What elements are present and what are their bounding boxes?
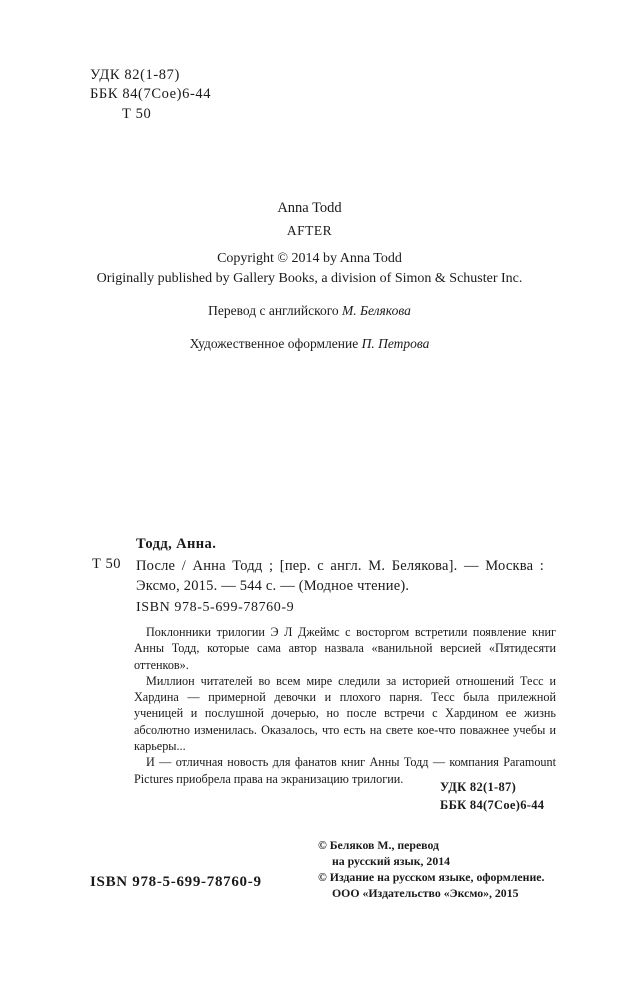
rights-block (318, 837, 544, 901)
art-label: Художественное оформление (189, 336, 359, 351)
bib-heading: Тодд, Анна. (136, 536, 217, 552)
bbk-code-bottom: ББК 84(7Сое)6-44 (440, 798, 545, 812)
classification-bottom (440, 778, 544, 814)
bib-isbn: ISBN 978-5-699-78760-9 (136, 600, 295, 615)
translator-name: М. Белякова (342, 303, 411, 318)
rights-line: © Издание на русском языке, оформление. (318, 870, 545, 884)
classification-top (90, 66, 211, 124)
annotation (134, 624, 556, 787)
original-author: Anna Todd (277, 200, 342, 216)
copyright-line: Copyright © 2014 by Anna Todd (217, 251, 402, 266)
annotation-paragraph: И — отличная новость для фанатов книг Анны Тодд — компания Paramount Pictures приобрела права на экранизацию трилогии. (134, 755, 556, 786)
translation-credit (0, 303, 619, 319)
udk-code-bottom: УДК 82(1-87) (440, 780, 517, 794)
bib-author-mark: Т 50 (92, 556, 121, 572)
copyright-block (0, 249, 619, 289)
isbn-main: ISBN 978-5-699-78760-9 (90, 874, 262, 890)
original-title: AFTER (286, 223, 333, 238)
annotation-paragraph: Поклонники трилогии Э Л Джеймс с восторгом встретили появление книг Анны Тодд, которые сама автор назвала «ванильной версией «Пятидесяти оттенков». (134, 625, 556, 672)
publisher-line: Originally published by Gallery Books, a division of Simon & Schuster Inc. (96, 271, 523, 286)
annotation-paragraph: Миллион читателей во всем мире следили за историей отношений Тесс и Хардина — примерной девочки и плохого парня. Тесс была прилежной ученицей и послушной дочерью, но после встречи с Хардином ее жизнь абсолютно изменилась. Оказалось, что есть на свете кое-что поважнее учебы и карьеры... (134, 673, 556, 754)
translation-label: Перевод с английского (208, 303, 339, 318)
rights-line: © Беляков М., перевод (318, 838, 439, 852)
udk-code: УДК 82(1-87) (90, 67, 180, 83)
bbk-code: ББК 84(7Сое)6-44 (90, 86, 212, 102)
rights-line: на русский язык, 2014 (332, 854, 451, 868)
artist-name: П. Петрова (361, 336, 430, 351)
rights-line: ООО «Издательство «Эксмо», 2015 (332, 886, 519, 900)
author-mark: Т 50 (122, 106, 152, 122)
art-credit (0, 336, 619, 352)
bib-description: После / Анна Тодд ; [пер. с англ. М. Белякова]. — Москва : Эксмо, 2015. — 544 с. — (Модное чтение). (136, 558, 544, 594)
